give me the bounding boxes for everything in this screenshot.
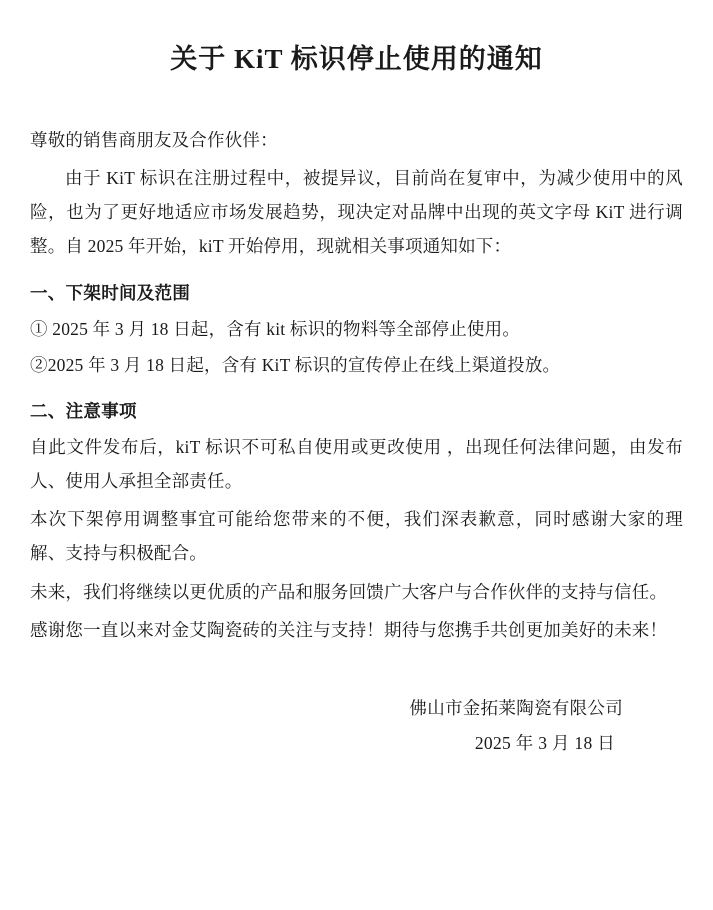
signature-date: 2025 年 3 月 18 日 [474,732,615,753]
signature-block [30,691,683,761]
notice-paragraph-4: 感谢您一直以来对金艾陶瓷砖的关注与支持！期待与您携手共创更加美好的未来！ [30,619,668,640]
intro-paragraph: 由于 KiT 标识在注册过程中，被提异议，目前尚在复审中，为减少使用中的风险，也为了更好地适应市场发展趋势，现决定对品牌中出现的英文字母 KiT 进行调整。自 2025 年开始，kiT 开始停用，现就相关事项通知如下： [30,168,683,257]
notice-paragraph-1: 自此文件发布后，kiT 标识不可私自使用或更改使用 ，出现任何法律问题，由发布人、使用人承担全部责任。 [30,437,683,492]
document-body [30,123,683,647]
list-item: ① 2025 年 3 月 18 日起，含有 kit 标识的物料等全部停止使用。 [30,318,521,339]
notice-paragraph-2: 本次下架停用调整事宜可能给您带来的不便，我们深表歉意，同时感谢大家的理解、支持与积极配合。 [30,509,683,564]
notice-paragraph-3: 未来，我们将继续以更优质的产品和服务回馈广大客户与合作伙伴的支持与信任。 [30,581,668,602]
salutation: 尊敬的销售商朋友及合作伙伴： [30,130,278,151]
list-item: ②2025 年 3 月 18 日起，含有 KiT 标识的宣传停止在线上渠道投放。 [30,354,561,375]
section-heading-2: 二、注意事项 [30,400,137,421]
document-page [0,42,713,910]
section-heading-1: 一、下架时间及范围 [30,282,191,303]
signature-company: 佛山市金拓莱陶瓷有限公司 [409,697,623,718]
page-title: 关于 KiT 标识停止使用的通知 [170,44,543,74]
